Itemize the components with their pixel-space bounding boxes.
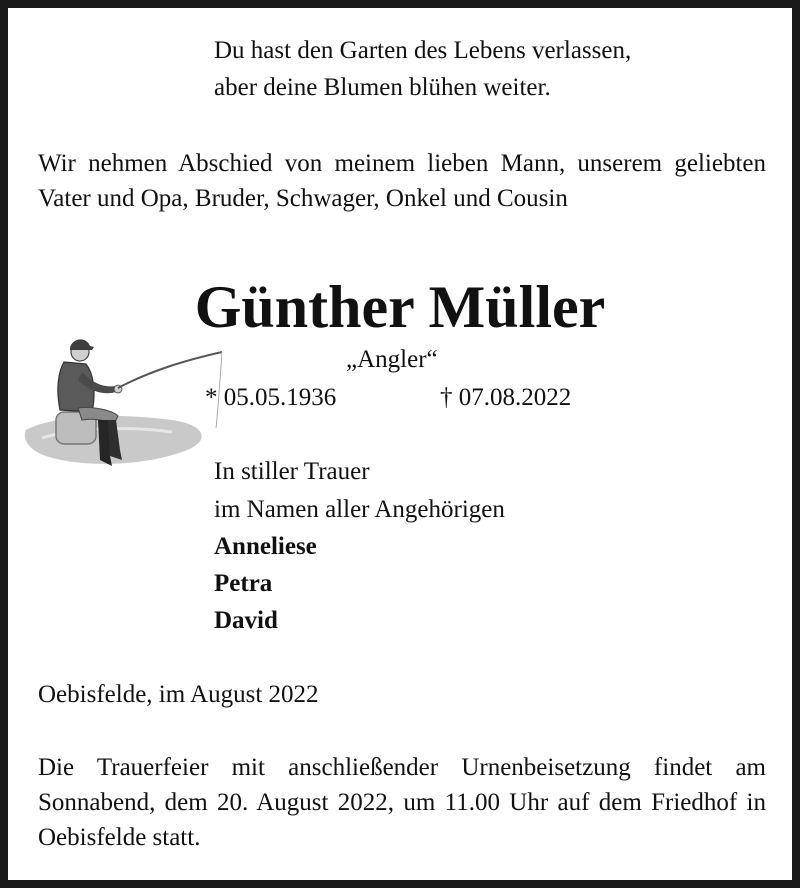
death-date: † 07.08.2022 xyxy=(440,384,572,411)
intro-text: Wir nehmen Abschied von meinem lieben Mann, unserem geliebten Vater und Opa, Bruder, Schwager, Onkel und Cousin xyxy=(38,150,766,212)
mourner-name: Anneliese xyxy=(214,533,317,560)
birth-date: * 05.05.1936 xyxy=(205,384,337,411)
motto-line-1: Du hast den Garten des Lebens verlassen, xyxy=(214,37,632,64)
place-and-date: Oebisfelde, im August 2022 xyxy=(38,681,319,708)
angler-fishing-illustration xyxy=(22,320,222,480)
deceased-nickname: „Angler“ xyxy=(346,346,438,373)
deceased-name: Günther Müller xyxy=(194,274,606,340)
motto-line-2: aber deine Blumen blühen weiter. xyxy=(214,74,551,101)
mourning-line-2: im Namen aller Angehörigen xyxy=(214,496,505,523)
mourner-name: Petra xyxy=(214,570,273,597)
funeral-service-text: Die Trauerfeier mit anschließender Urnenbeisetzung findet am Sonnabend, dem 20. August 2022, um 11.00 Uhr auf dem Friedhof in Oebisfelde statt. xyxy=(38,754,766,851)
mourner-name: David xyxy=(214,607,278,634)
mourning-line-1: In stiller Trauer xyxy=(214,458,370,485)
